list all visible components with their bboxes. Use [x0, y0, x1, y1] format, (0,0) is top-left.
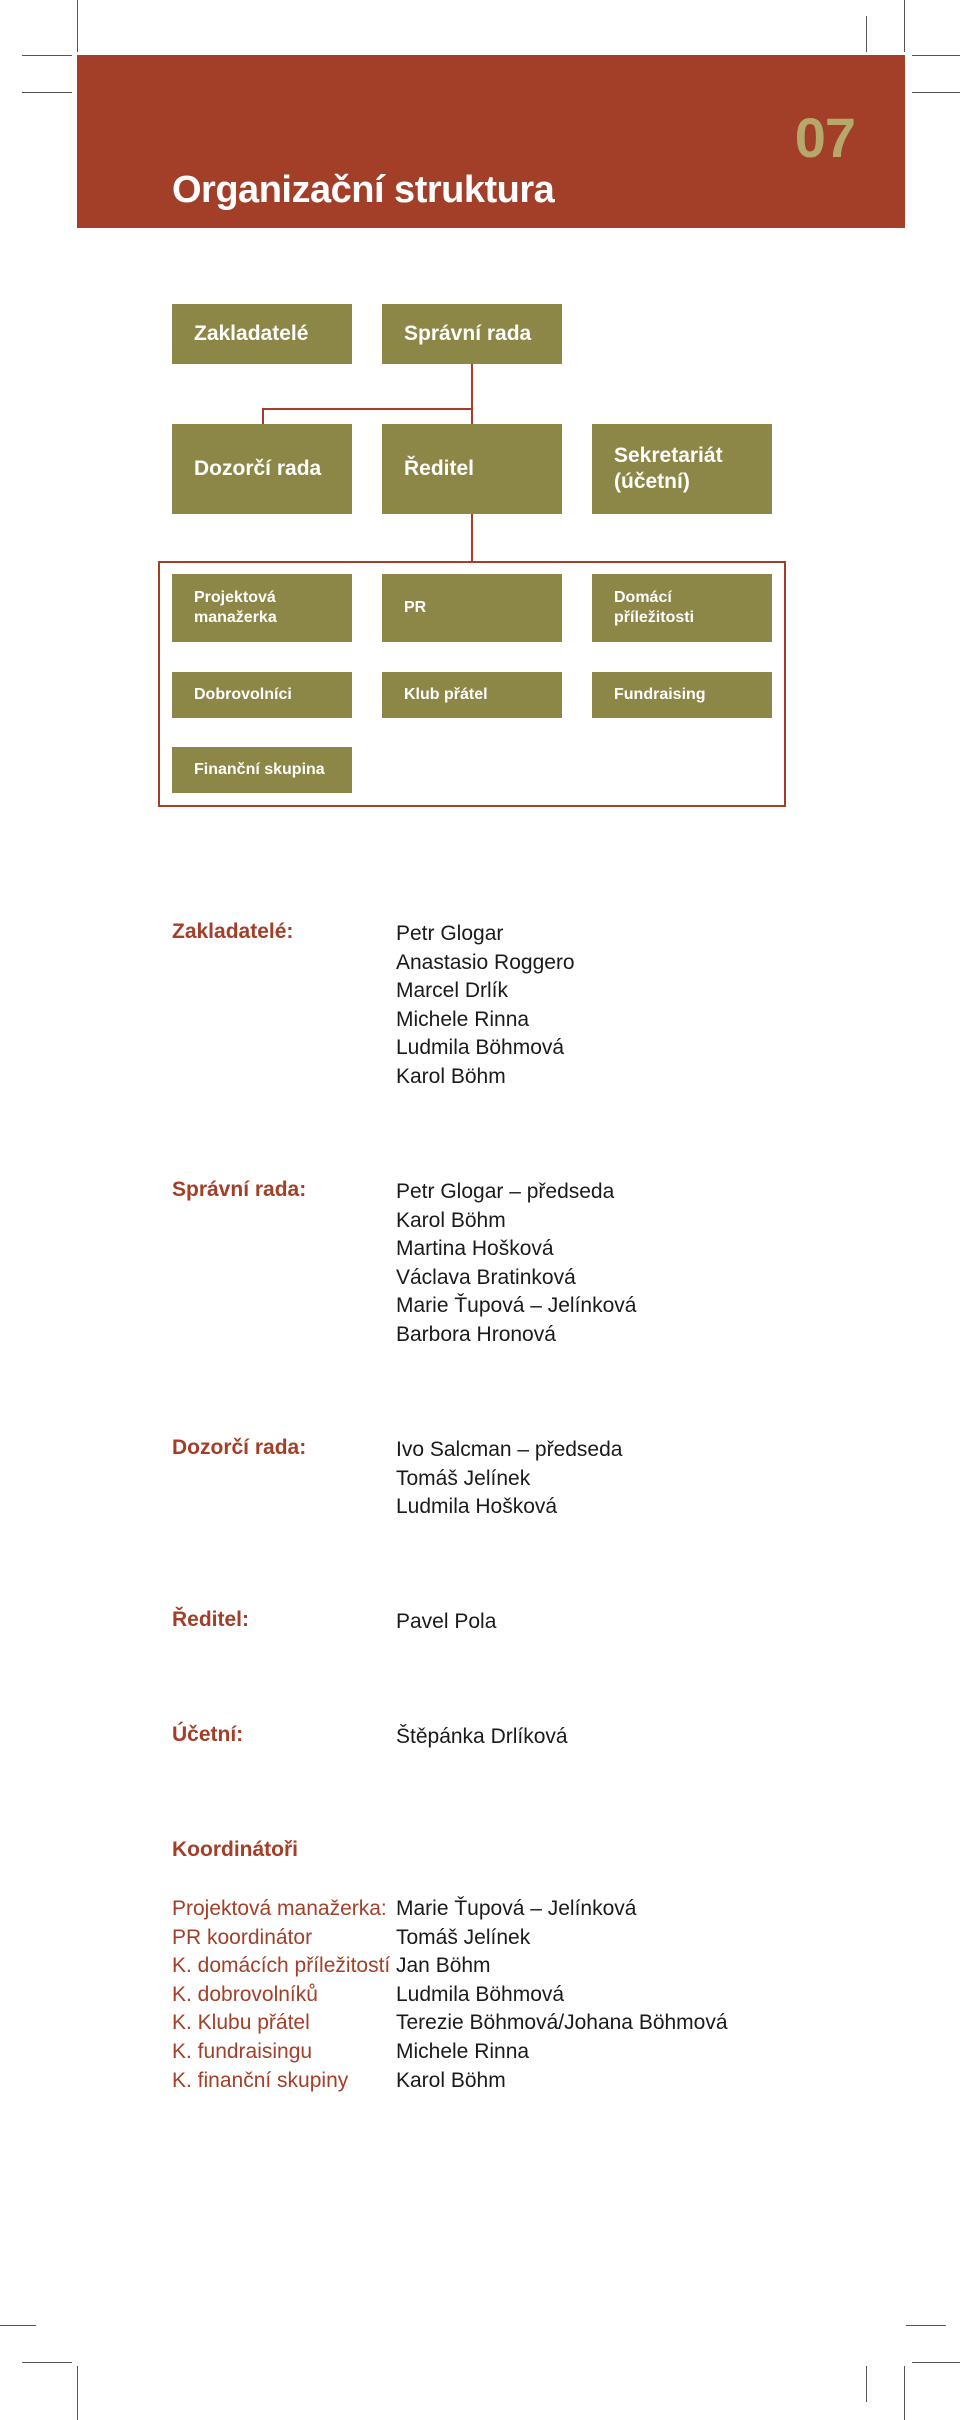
connector-line	[471, 514, 473, 561]
org-box-fundraising: Fundraising	[592, 672, 772, 718]
crop-mark	[912, 55, 960, 56]
coordinator-role: K. Klubu přátel	[172, 2011, 310, 2035]
person-name: Tomáš Jelínek	[396, 1925, 531, 1949]
crop-mark	[22, 2362, 72, 2363]
person-name: Michele Rinna	[396, 2039, 530, 2063]
connector-line	[262, 408, 473, 410]
person-name: Karol Böhm	[396, 2068, 506, 2092]
person-name: Štěpánka Drlíková	[396, 1725, 568, 1748]
section-label-dozorci-rada: Dozorčí rada:	[172, 1436, 307, 1459]
person-name: Terezie Böhmová/Johana Böhmová	[396, 2011, 728, 2035]
person-name: Michele Rinna	[396, 1007, 530, 1031]
org-box-domaci-prilezitosti: Domácí příležitosti	[592, 574, 772, 642]
person-name: Jan Böhm	[396, 1954, 491, 1978]
person-name: Petr Glogar – předseda	[396, 1180, 615, 1203]
person-name: Martina Hošková	[396, 1237, 554, 1261]
person-name: Tomáš Jelínek	[396, 1466, 531, 1490]
crop-mark	[77, 2366, 78, 2420]
page-number: 07	[794, 106, 855, 169]
org-box-spravni-rada: Správní rada	[382, 304, 562, 364]
koordinatori-names	[396, 1895, 728, 2095]
section-names-zakladatele	[396, 920, 575, 1092]
org-box-reditel: Ředitel	[382, 424, 562, 514]
org-box-projektova-manazerka: Projektová manažerka	[172, 574, 352, 642]
org-box-dozorci-rada: Dozorčí rada	[172, 424, 352, 514]
crop-mark	[912, 2362, 960, 2363]
connector-line	[262, 408, 264, 424]
crop-mark	[904, 0, 905, 52]
coordinator-role: K. domácích příležitostí	[172, 1954, 391, 1978]
header-banner	[77, 55, 905, 228]
section-label-zakladatele: Zakladatelé:	[172, 920, 294, 943]
koordinatori-roles	[172, 1895, 390, 2095]
crop-mark	[77, 0, 78, 52]
person-name: Karol Böhm	[396, 1208, 506, 1232]
person-name: Ludmila Böhmová	[396, 1982, 565, 2006]
person-name: Pavel Pola	[396, 1610, 497, 1633]
person-name: Karol Böhm	[396, 1064, 506, 1088]
org-box-pr: PR	[382, 574, 562, 642]
org-box-dobrovolnici: Dobrovolníci	[172, 672, 352, 718]
person-name: Ivo Salcman – předseda	[396, 1438, 623, 1461]
org-box-zakladatele: Zakladatelé	[172, 304, 352, 364]
crop-mark	[866, 2366, 867, 2402]
coordinator-role: Projektová manažerka:	[172, 1897, 387, 1920]
section-label-reditel: Ředitel:	[172, 1608, 250, 1631]
crop-mark	[22, 55, 72, 56]
person-name: Ludmila Hošková	[396, 1495, 558, 1519]
section-label-spravni-rada: Správní rada:	[172, 1178, 307, 1201]
person-name: Marcel Drlík	[396, 979, 509, 1003]
person-name: Marie Ťupová – Jelínková	[396, 1897, 637, 1920]
person-name: Marie Ťupová – Jelínková	[396, 1294, 637, 1318]
coordinator-role: K. fundraisingu	[172, 2039, 313, 2063]
org-box-sekretariat: Sekretariát (účetní)	[592, 424, 772, 514]
person-name: Václava Bratinková	[396, 1265, 576, 1289]
person-name: Barbora Hronová	[396, 1322, 556, 1346]
org-box-financni-skupina: Finanční skupina	[172, 747, 352, 793]
coordinator-role: PR koordinátor	[172, 1925, 313, 1949]
section-names-reditel	[396, 1608, 496, 1637]
person-name: Ludmila Böhmová	[396, 1036, 565, 1060]
koordinatori-heading: Koordinátoři	[172, 1838, 298, 1861]
connector-line	[471, 364, 473, 424]
crop-mark	[22, 92, 72, 93]
crop-mark	[906, 2325, 946, 2326]
section-label-ucetni: Účetní:	[172, 1723, 244, 1746]
org-box-klub-pratel: Klub přátel	[382, 672, 562, 718]
section-names-spravni-rada	[396, 1178, 636, 1350]
coordinator-role: K. dobrovolníků	[172, 1982, 318, 2006]
page-title: Organizační struktura	[172, 169, 555, 211]
section-names-ucetni	[396, 1723, 568, 1752]
crop-mark	[866, 16, 867, 52]
person-name: Petr Glogar	[396, 922, 504, 945]
section-names-dozorci-rada	[396, 1436, 622, 1522]
crop-mark	[904, 2366, 905, 2420]
crop-mark	[0, 2325, 36, 2326]
coordinator-role: K. finanční skupiny	[172, 2068, 349, 2092]
crop-mark	[912, 92, 960, 93]
person-name: Anastasio Roggero	[396, 950, 575, 974]
